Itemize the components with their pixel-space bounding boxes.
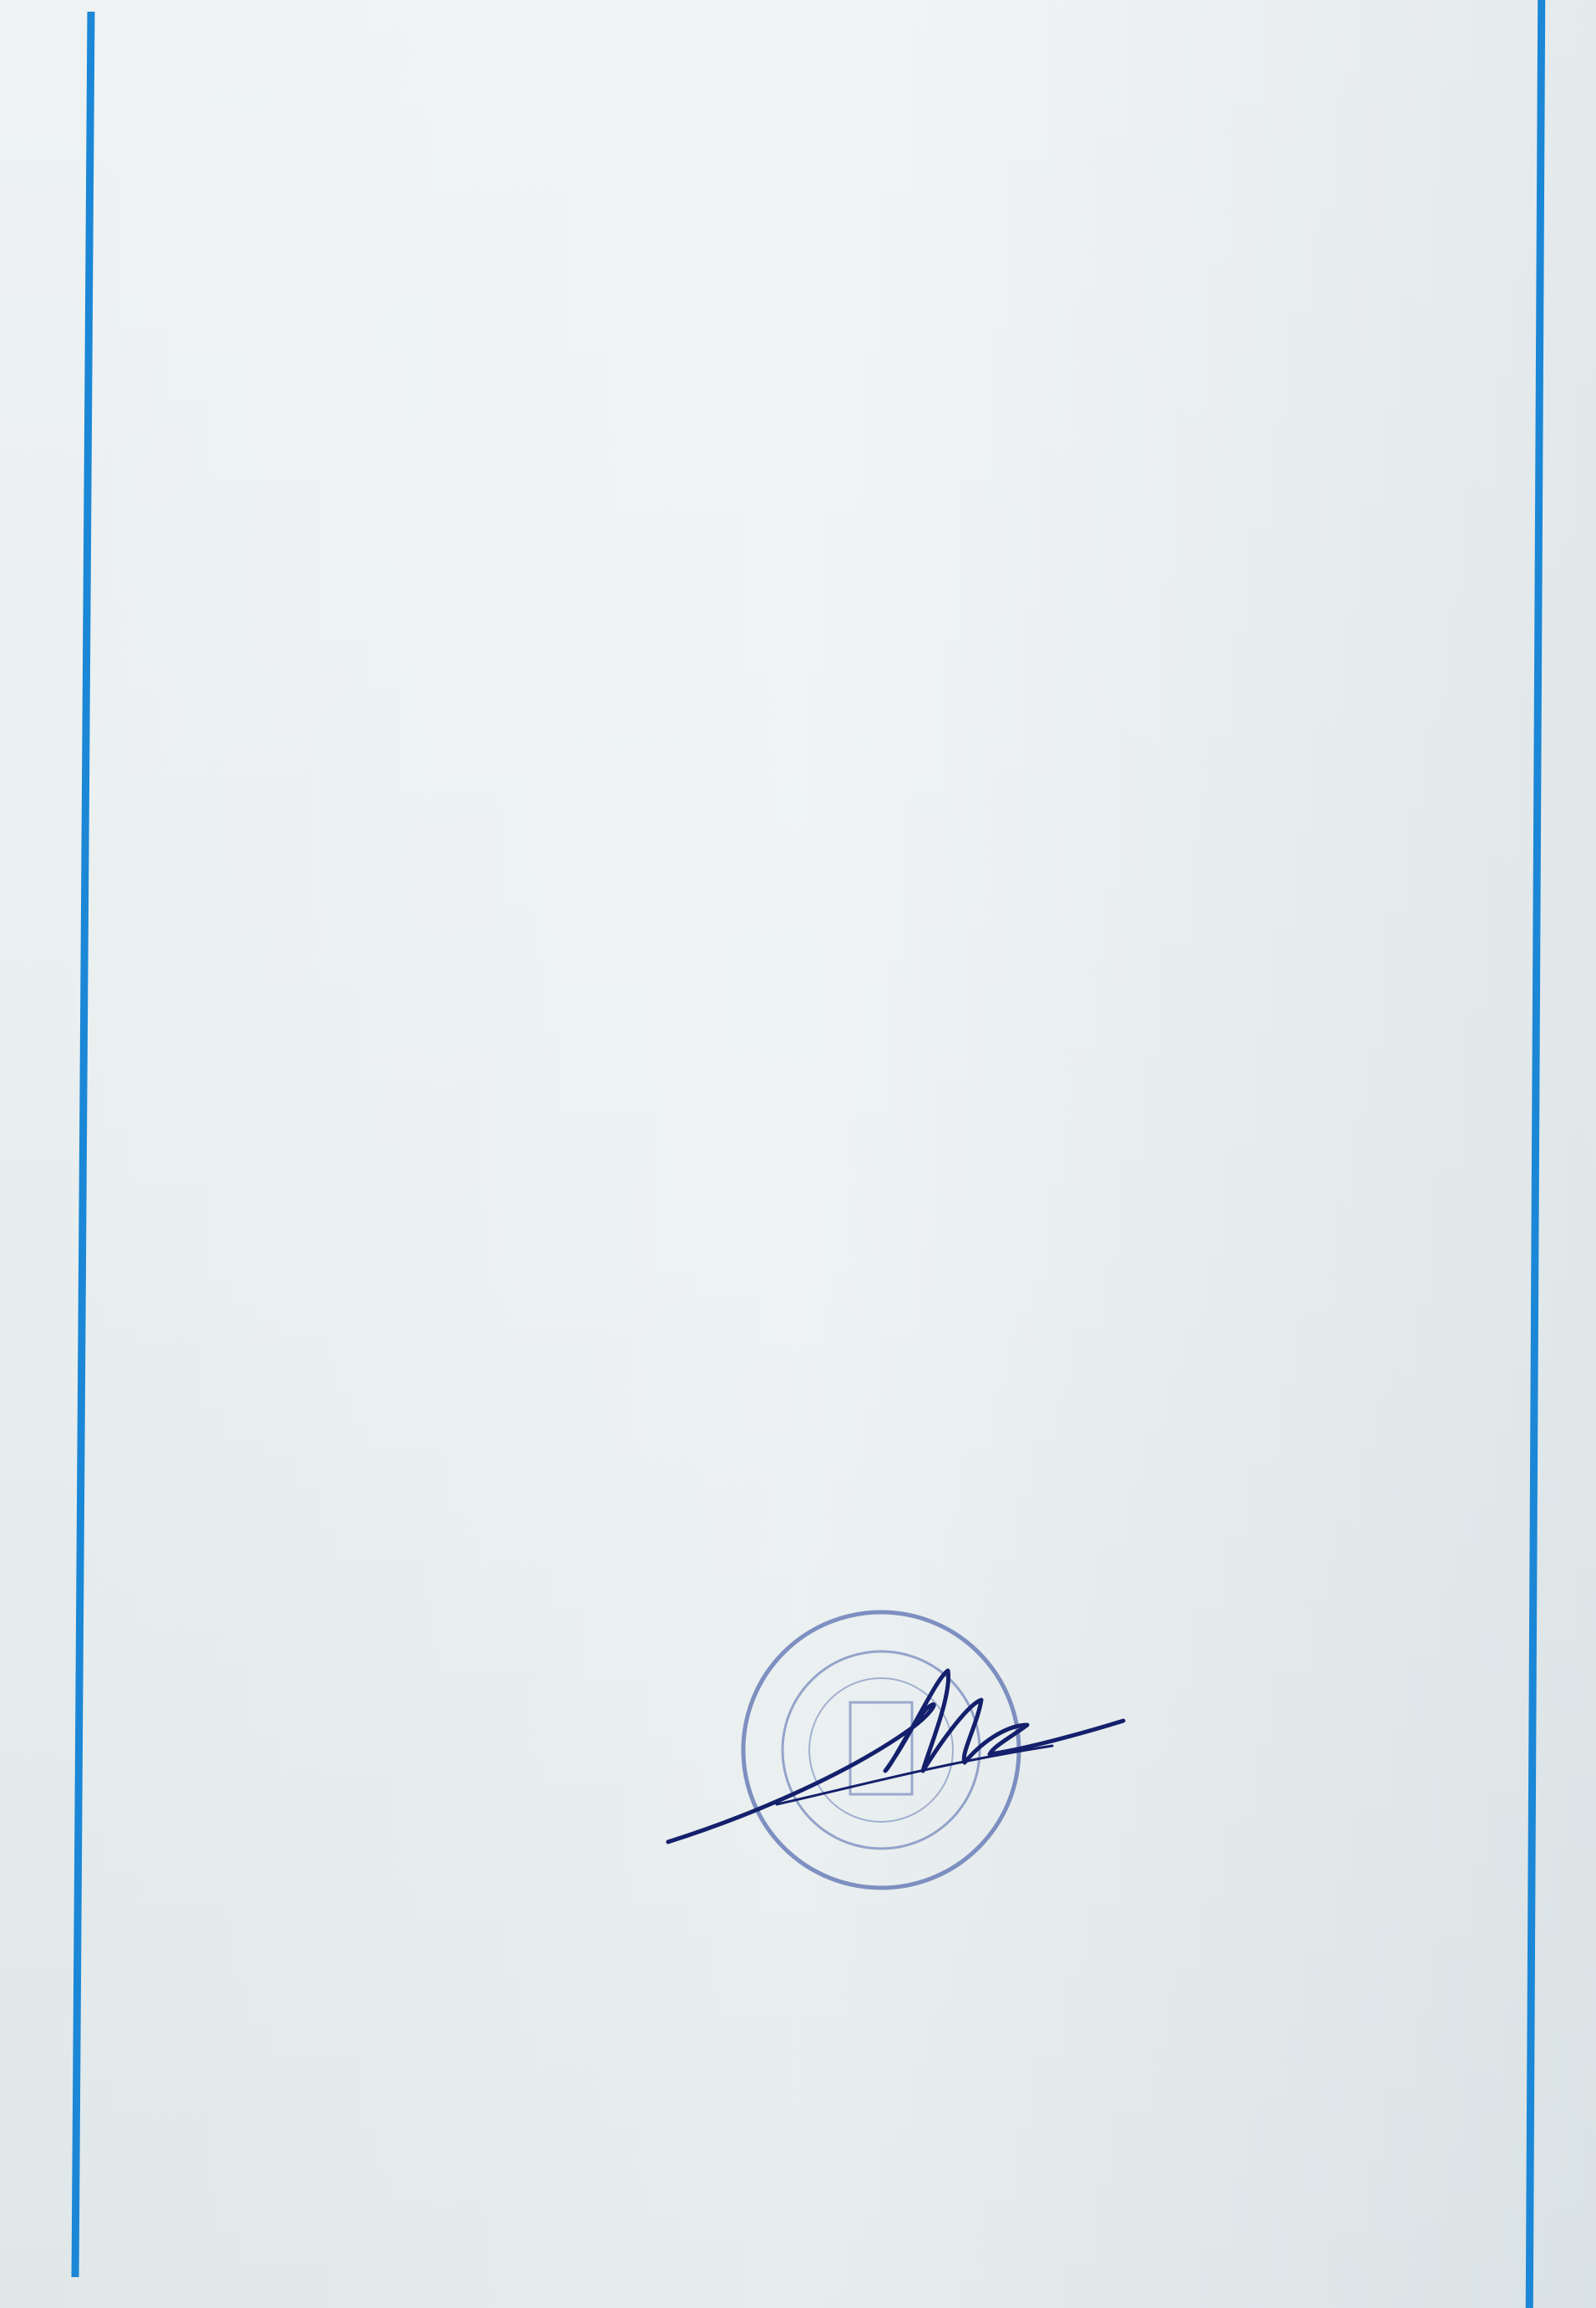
bottom-floral-decoration — [0, 1980, 1596, 2255]
handwritten-signature — [660, 1646, 1127, 1854]
top-floral-decoration — [0, 33, 1596, 309]
title-area — [0, 342, 1596, 585]
